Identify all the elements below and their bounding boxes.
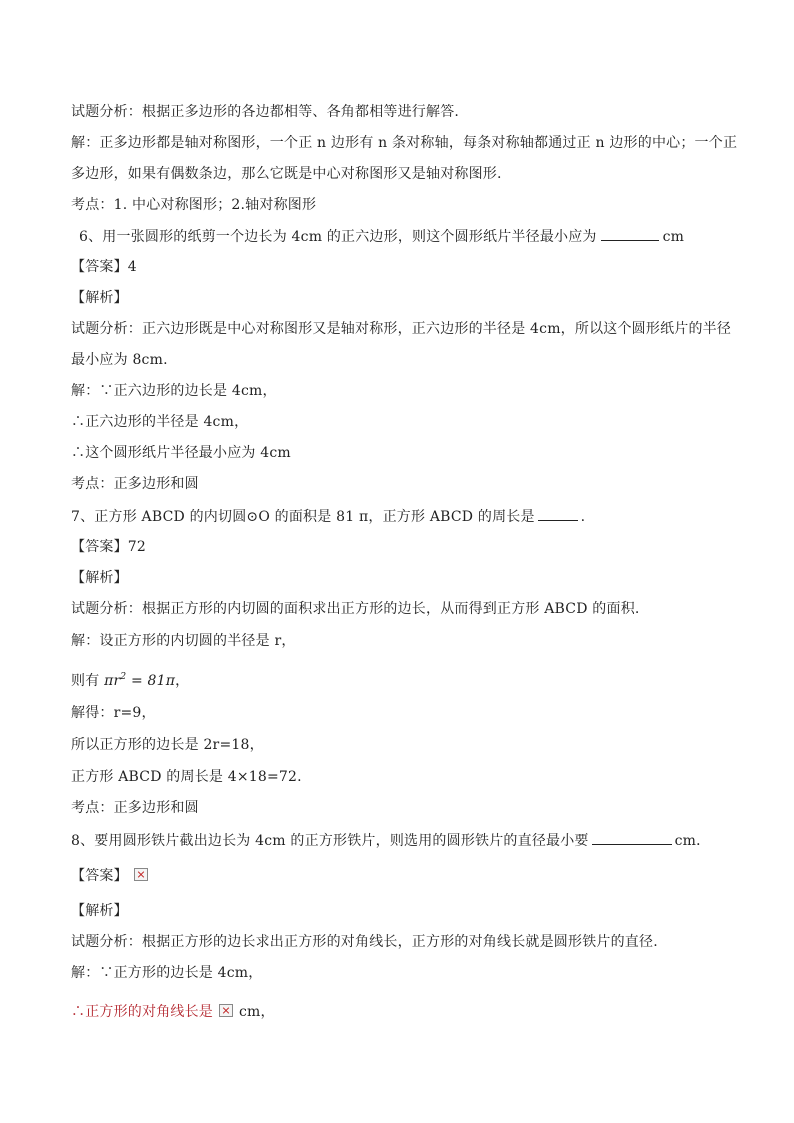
q8-answer-blank — [592, 830, 672, 845]
broken-image-icon — [219, 1004, 233, 1017]
q8-answer-label: 【答案】 — [71, 868, 128, 884]
q5-solution-line: 解：正多边形都是轴对称图形，一个正 n 边形有 n 条对称轴，每条对称轴都通过正 n 边形的中心；一个正 — [71, 135, 738, 151]
q7-formula-base: πr — [104, 673, 121, 689]
q8-diagonal-line — [71, 1002, 275, 1022]
q7-question — [71, 506, 585, 527]
q6-solution-line: ∴正六边形的半径是 4cm， — [71, 414, 249, 430]
q7-topic-line: 考点：正多边形和圆 — [71, 800, 199, 816]
q7-question-end: . — [580, 509, 586, 525]
q8-question-unit: cm． — [674, 833, 711, 849]
q7-solution-line: 解得：r=9， — [71, 705, 156, 721]
q6-question-unit: cm — [662, 229, 685, 245]
q7-solution-line: 解：设正方形的内切圆的半径是 r， — [71, 633, 296, 649]
q6-question-text: 6、用一张圆形的纸剪一个边长为 4cm 的正六边形，则这个圆形纸片半径最小应为 — [79, 229, 597, 245]
q7-formula-suffix: ， — [175, 673, 190, 689]
q6-solution-line: 解：∵正六边形的边长是 4cm， — [71, 383, 277, 399]
q8-analysis-header: 【解析】 — [71, 903, 128, 919]
q5-analysis-line: 试题分析：根据正多边形的各边都相等、各角都相等进行解答. — [71, 104, 460, 120]
q5-topic-line: 考点：1. 中心对称图形；2.轴对称图形 — [71, 197, 317, 213]
q8-solution-line: 解：∵正方形的边长是 4cm， — [71, 965, 263, 981]
q6-solution-line: ∴这个圆形纸片半径最小应为 4cm — [71, 445, 291, 461]
q6-analysis-line: 试题分析：正六边形既是中心对称图形又是轴对称形，正六边形的半径是 4cm，所以这个圆形纸片的半径 — [71, 321, 732, 337]
q8-question — [71, 830, 710, 851]
q8-answer — [71, 866, 154, 886]
q8-question-text: 8、要用圆形铁片截出边长为 4cm 的正方形铁片，则选用的圆形铁片的直径最小要 — [71, 833, 589, 849]
q6-topic-line: 考点：正多边形和圆 — [71, 476, 199, 492]
q6-question — [79, 226, 684, 247]
q7-answer: 【答案】72 — [71, 539, 147, 555]
q6-analysis-line: 最小应为 8cm. — [71, 352, 168, 368]
q6-answer: 【答案】4 — [71, 259, 137, 275]
q7-formula — [104, 673, 175, 689]
q5-solution-line: 多边形，如果有偶数条边，那么它既是中心对称图形又是轴对称图形. — [71, 166, 502, 182]
q7-analysis-line: 试题分析：根据正方形的内切圆的面积求出正方形的边长，从而得到正方形 ABCD 的面积. — [71, 601, 640, 617]
q6-answer-blank — [601, 226, 659, 241]
q7-answer-blank — [538, 506, 578, 521]
q7-formula-prefix: 则有 — [71, 673, 100, 689]
q6-analysis-header: 【解析】 — [71, 290, 128, 306]
q7-solution-line: 所以正方形的边长是 2r=18， — [71, 737, 264, 753]
q7-formula-exponent: 2 — [120, 672, 127, 682]
q8-diagonal-text: ∴正方形的对角线长是 — [71, 1004, 213, 1020]
q7-question-text: 7、正方形 ABCD 的内切圆⊙O 的面积是 81 π，正方形 ABCD 的周长是 — [71, 509, 535, 525]
q7-solution-line: 正方形 ABCD 的周长是 4×18=72. — [71, 769, 302, 785]
q7-formula-rhs: = 81π — [126, 673, 176, 689]
q7-analysis-header: 【解析】 — [71, 570, 128, 586]
broken-image-icon — [134, 868, 148, 881]
q8-diagonal-unit: cm， — [239, 1004, 275, 1020]
q7-formula-line — [71, 667, 189, 691]
q8-analysis-line: 试题分析：根据正方形的边长求出正方形的对角线长，正方形的对角线长就是圆形铁片的直径. — [71, 934, 658, 950]
